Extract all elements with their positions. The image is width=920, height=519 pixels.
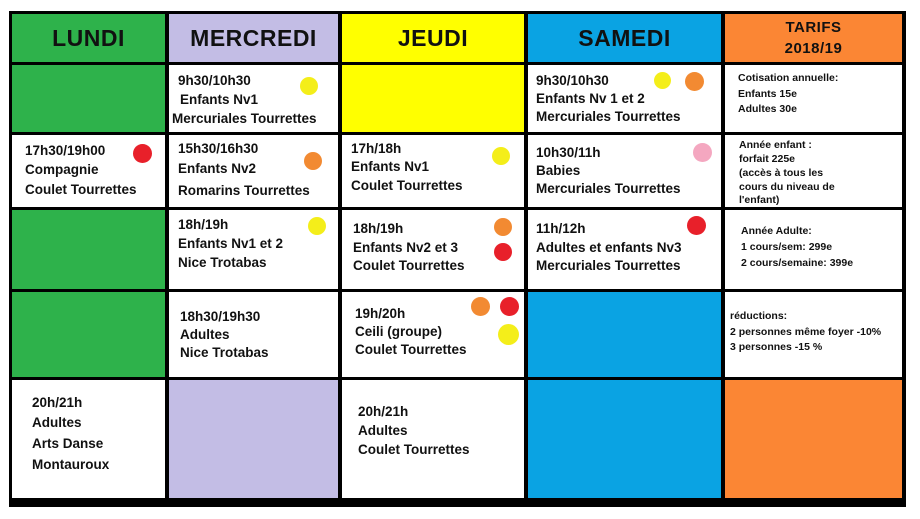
class-level: Ceili (groupe) [355, 324, 442, 339]
tarifs-row1 [725, 65, 902, 132]
price-line: cours du niveau de [739, 181, 835, 193]
class-time: 17h/18h [351, 141, 402, 156]
price-line: Année enfant : [739, 139, 812, 151]
class-time: 11h/12h [536, 221, 586, 236]
pink-dot [693, 143, 712, 162]
lundi-row2 [12, 135, 165, 207]
class-time: 18h/19h [178, 217, 229, 232]
mercredi-row1 [169, 65, 338, 132]
class-level: Enfants Nv1 et 2 [178, 236, 284, 251]
class-level: Enfants Nv1 [351, 159, 430, 174]
header-lundi [12, 14, 165, 62]
class-location: Mercuriales Tourrettes [536, 181, 681, 196]
yellow-dot [308, 217, 326, 235]
class-time: 20h/21h [32, 395, 83, 410]
class-location: Mercuriales Tourrettes [536, 258, 681, 273]
samedi-row1 [528, 65, 721, 132]
class-level: Adultes [32, 415, 82, 430]
red-dot [687, 216, 706, 235]
orange-dot [685, 72, 704, 91]
class-time: 10h30/11h [536, 145, 601, 160]
tarifs-row5-empty [725, 380, 902, 498]
class-time: 9h30/10h30 [536, 73, 609, 88]
class-location: Montauroux [32, 457, 110, 472]
lundi-row1-empty [12, 65, 165, 132]
header-jeudi [342, 14, 524, 62]
class-time: 17h30/19h00 [25, 143, 106, 158]
mercredi-row3 [169, 210, 338, 289]
mercredi-row5-empty [169, 380, 338, 498]
price-line: Adultes 30e [738, 103, 797, 115]
tarifs-row4 [725, 292, 902, 377]
class-time: 20h/21h [358, 404, 409, 419]
header-lundi-label: LUNDI [52, 24, 125, 51]
mercredi-row2 [169, 135, 338, 207]
red-dot [494, 243, 512, 261]
price-line: Année Adulte: [741, 225, 812, 237]
class-time: 15h30/16h30 [178, 141, 259, 156]
yellow-dot [492, 147, 510, 165]
class-location: Nice Trotabas [180, 345, 269, 360]
header-tarifs [725, 14, 902, 62]
red-dot [133, 144, 152, 163]
price-line: 3 personnes -15 % [730, 341, 823, 353]
lundi-row3-empty [12, 210, 165, 289]
class-location: Coulet Tourrettes [358, 442, 470, 457]
lundi-row4-empty [12, 292, 165, 377]
header-mercredi-label: MERCREDI [190, 24, 317, 51]
tarifs-row2 [725, 135, 902, 207]
price-line: 2 personnes même foyer -10% [730, 326, 882, 338]
class-location: Mercuriales Tourrettes [536, 109, 681, 124]
class-location: Arts Danse [32, 436, 104, 451]
class-time: 18h/19h [353, 221, 404, 236]
yellow-dot [300, 77, 318, 95]
class-level: Compagnie [25, 162, 99, 177]
price-line: (accès à tous les [739, 167, 824, 179]
header-mercredi [169, 14, 338, 62]
tarifs-title: TARIFS [785, 19, 842, 36]
jeudi-row2 [342, 135, 524, 207]
class-location: Coulet Tourrettes [355, 342, 467, 357]
samedi-row5-empty [528, 380, 721, 498]
price-line: 1 cours/sem: 299e [741, 241, 833, 253]
class-level: Enfants Nv1 [180, 92, 259, 107]
header-samedi [528, 14, 721, 62]
class-location: Romarins Tourrettes [178, 183, 310, 198]
orange-dot [494, 218, 512, 236]
yellow-dot [654, 72, 671, 89]
orange-dot [304, 152, 322, 170]
price-line: l'enfant) [739, 194, 780, 206]
samedi-row2 [528, 135, 721, 207]
jeudi-row3 [342, 210, 524, 289]
yellow-dot [498, 324, 519, 345]
header-jeudi-label: JEUDI [397, 24, 469, 51]
class-location: Mercuriales Tourrettes [172, 111, 317, 126]
class-level: Adultes [180, 327, 230, 342]
orange-dot [471, 297, 490, 316]
class-location: Coulet Tourrettes [353, 258, 465, 273]
price-line: réductions: [730, 310, 788, 322]
class-level: Enfants Nv 1 et 2 [536, 91, 645, 106]
class-time: 19h/20h [355, 306, 406, 321]
class-level: Adultes et enfants Nv3 [536, 240, 682, 255]
price-line: Cotisation annuelle: [738, 72, 839, 84]
header-samedi-label: SAMEDI [578, 24, 671, 51]
jeudi-row1-empty [342, 65, 524, 132]
schedule-table [9, 11, 906, 507]
class-time: 18h30/19h30 [180, 309, 261, 324]
mercredi-row4 [169, 292, 338, 377]
jeudi-row5 [342, 380, 524, 498]
jeudi-row4 [342, 292, 524, 377]
price-line: Enfants 15e [738, 88, 797, 100]
class-location: Nice Trotabas [178, 255, 267, 270]
lundi-row5 [12, 380, 165, 498]
samedi-row3 [528, 210, 721, 289]
class-location: Coulet Tourrettes [351, 178, 463, 193]
class-time: 9h30/10h30 [178, 73, 251, 88]
class-level: Enfants Nv2 et 3 [353, 240, 459, 255]
price-line: forfait 225e [739, 153, 796, 165]
class-level: Adultes [358, 423, 408, 438]
samedi-row4-empty [528, 292, 721, 377]
tarifs-row3 [725, 210, 902, 289]
class-level: Babies [536, 163, 581, 178]
class-level: Enfants Nv2 [178, 161, 257, 176]
class-location: Coulet Tourrettes [25, 182, 137, 197]
red-dot [500, 297, 519, 316]
price-line: 2 cours/semaine: 399e [741, 257, 854, 269]
tarifs-season: 2018/19 [784, 40, 843, 57]
